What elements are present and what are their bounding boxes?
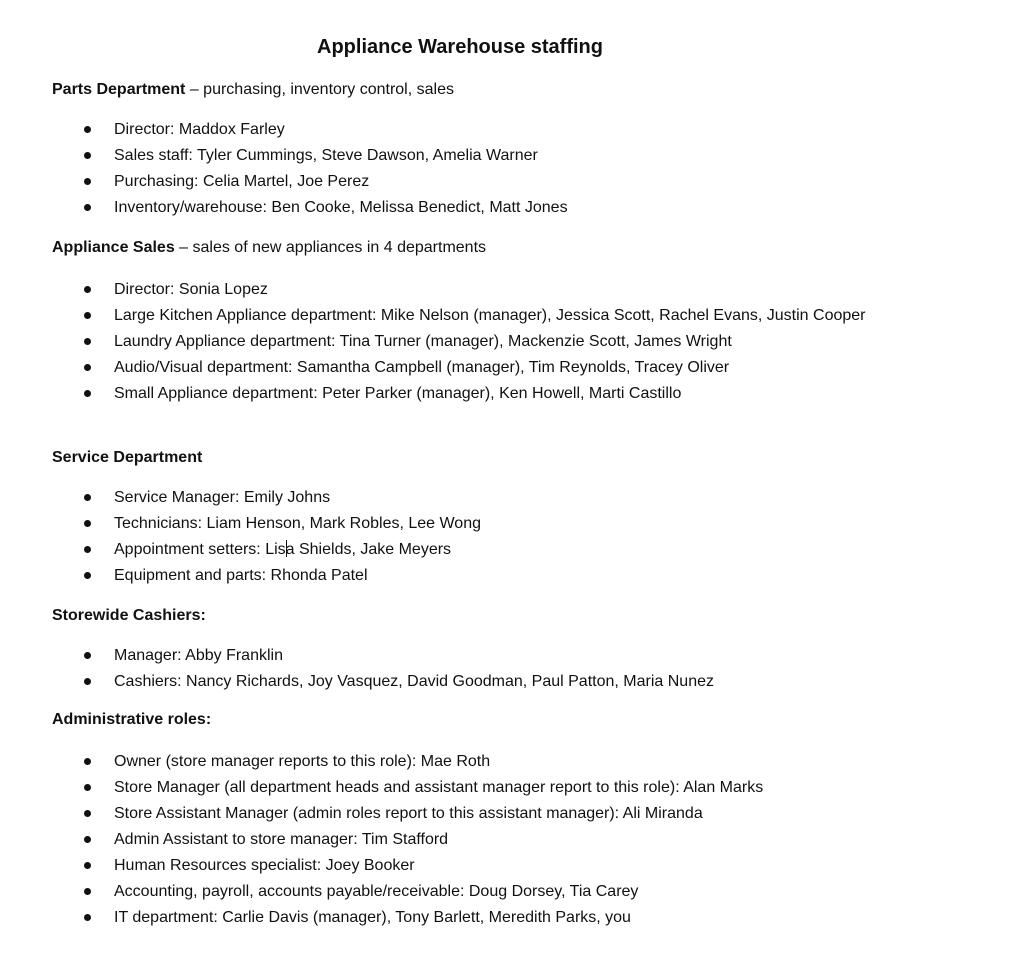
bullet-icon <box>84 810 91 817</box>
bullet-icon <box>84 390 91 397</box>
bullet-icon <box>84 914 91 921</box>
list-item: Manager: Abby Franklin <box>0 644 1024 668</box>
list-item: Appointment setters: Lisa Shields, Jake Meyers <box>0 538 1024 562</box>
bullet-icon <box>84 888 91 895</box>
bullet-icon <box>84 204 91 211</box>
list-item: Admin Assistant to store manager: Tim Stafford <box>0 828 1024 852</box>
bullet-icon <box>84 286 91 293</box>
list-item: Cashiers: Nancy Richards, Joy Vasquez, David Goodman, Paul Patton, Maria Nunez <box>0 670 1024 694</box>
bullet-icon <box>84 494 91 501</box>
list-item: Technicians: Liam Henson, Mark Robles, Lee Wong <box>0 512 1024 536</box>
section-heading-label: Storewide Cashiers: <box>52 607 206 624</box>
bullet-icon <box>84 678 91 685</box>
service-list <box>0 486 1024 590</box>
list-item: Owner (store manager reports to this role): Mae Roth <box>0 750 1024 774</box>
section-heading-label: Administrative roles: <box>52 711 212 728</box>
section-heading-service <box>52 448 202 468</box>
list-item: Accounting, payroll, accounts payable/receivable: Doug Dorsey, Tia Carey <box>0 880 1024 904</box>
list-item: Purchasing: Celia Martel, Joe Perez <box>0 170 1024 194</box>
parts-list <box>0 118 1024 222</box>
list-item: Director: Sonia Lopez <box>0 278 1024 302</box>
list-item: Store Assistant Manager (admin roles report to this assistant manager): Ali Miranda <box>0 802 1024 826</box>
section-heading-label: Service Department <box>52 449 203 466</box>
list-item: Inventory/warehouse: Ben Cooke, Melissa Benedict, Matt Jones <box>0 196 1024 220</box>
bullet-icon <box>84 178 91 185</box>
list-item: Director: Maddox Farley <box>0 118 1024 142</box>
bullet-icon <box>84 152 91 159</box>
bullet-icon <box>84 572 91 579</box>
section-heading-description: – purchasing, inventory control, sales <box>185 81 454 98</box>
bullet-icon <box>84 784 91 791</box>
list-item: Equipment and parts: Rhonda Patel <box>0 564 1024 588</box>
list-item: Human Resources specialist: Joey Booker <box>0 854 1024 878</box>
section-heading-parts <box>52 80 454 100</box>
list-item: IT department: Carlie Davis (manager), Tony Barlett, Meredith Parks, you <box>0 906 1024 930</box>
section-heading-administrative <box>52 710 211 730</box>
section-heading-label: Appliance Sales <box>52 239 175 256</box>
bullet-icon <box>84 520 91 527</box>
bullet-icon <box>84 758 91 765</box>
bullet-icon <box>84 338 91 345</box>
bullet-icon <box>84 364 91 371</box>
cashiers-list <box>0 644 1024 696</box>
document-title: Appliance Warehouse staffing <box>317 36 603 58</box>
section-heading-description: – sales of new appliances in 4 departments <box>174 239 487 256</box>
list-item: Large Kitchen Appliance department: Mike Nelson (manager), Jessica Scott, Rachel Evans, Justin Cooper <box>0 304 1024 328</box>
administrative-list <box>0 750 1024 932</box>
bullet-icon <box>84 862 91 869</box>
list-item: Service Manager: Emily Johns <box>0 486 1024 510</box>
section-heading-label: Parts Department <box>52 81 186 98</box>
list-item: Small Appliance department: Peter Parker (manager), Ken Howell, Marti Castillo <box>0 382 1024 406</box>
bullet-icon <box>84 652 91 659</box>
bullet-icon <box>84 836 91 843</box>
bullet-icon <box>84 312 91 319</box>
bullet-icon <box>84 546 91 553</box>
list-item: Audio/Visual department: Samantha Campbell (manager), Tim Reynolds, Tracey Oliver <box>0 356 1024 380</box>
bullet-icon <box>84 126 91 133</box>
section-heading-appliance-sales <box>52 238 486 258</box>
list-item: Laundry Appliance department: Tina Turner (manager), Mackenzie Scott, James Wright <box>0 330 1024 354</box>
list-item: Store Manager (all department heads and assistant manager report to this role): Alan Marks <box>0 776 1024 800</box>
section-heading-cashiers <box>52 606 206 626</box>
list-item: Sales staff: Tyler Cummings, Steve Dawson, Amelia Warner <box>0 144 1024 168</box>
appliance-sales-list <box>0 278 1024 408</box>
